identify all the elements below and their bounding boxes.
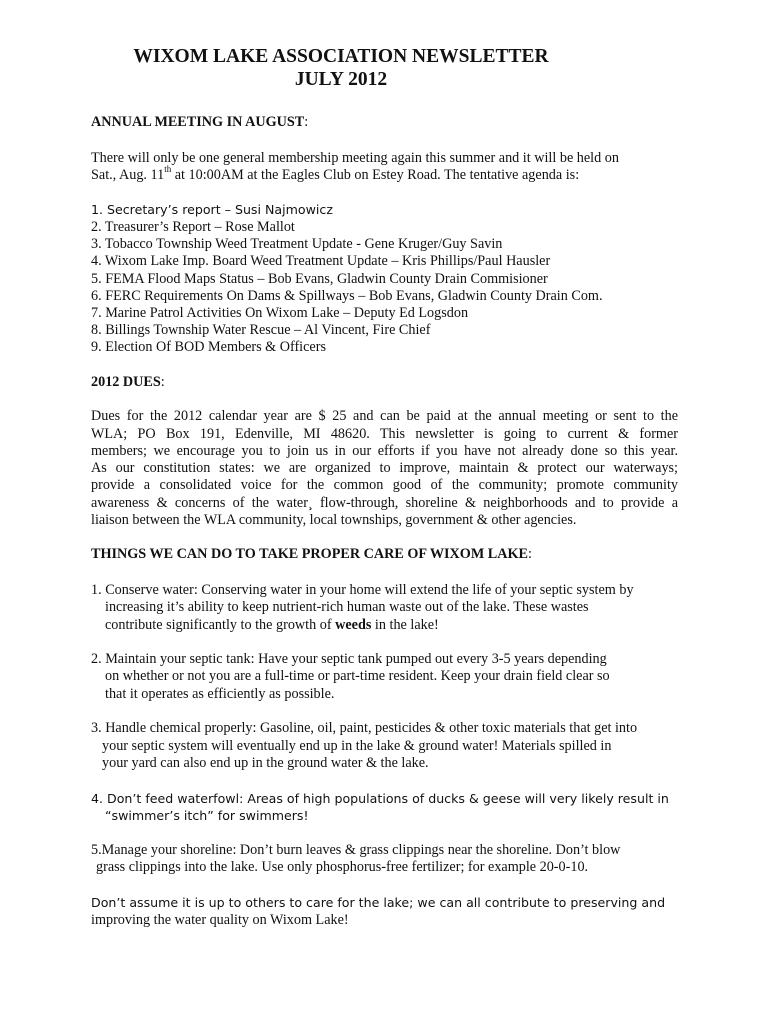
newsletter-title: WIXOM LAKE ASSOCIATION NEWSLETTER [133, 46, 549, 67]
care-item-5-line: 5.Manage your shoreline: Don’t burn leaves & grass clippings near the shoreline. Don’t blow [91, 842, 621, 858]
care-item-1-line: increasing it’s ability to keep nutrient-rich human waste out of the lake. These wastes [105, 599, 589, 615]
ordinal-suffix: th [164, 164, 172, 175]
dues-line: liaison between the WLA community, local townships, government & other agencies. [91, 512, 577, 528]
agenda-item: 2. Treasurer’s Report – Rose Mallot [91, 219, 295, 235]
dues-heading-text: 2012 DUES [91, 374, 161, 390]
meeting-heading-colon: : [304, 114, 309, 130]
newsletter-date: JULY 2012 [294, 69, 388, 90]
meeting-intro-line: There will only be one general membership meeting again this summer and it will be held on [91, 150, 619, 166]
care-item-2-line: 2. Maintain your septic tank: Have your septic tank pumped out every 3-5 years depending [91, 651, 607, 667]
closing-line: Don’t assume it is up to others to care for the lake; we can all contribute to preserving and [91, 895, 666, 910]
agenda-item: 9. Election Of BOD Members & Officers [91, 339, 326, 355]
dues-line: WLA; PO Box 191, Edenville, MI 48620. This newsletter is going to current & former [91, 426, 678, 442]
care-item-1-line: 1. Conserve water: Conserving water in your home will extend the life of your septic system by [91, 582, 634, 598]
care-item-3-line: 3. Handle chemical properly: Gasoline, oil, paint, pesticides & other toxic materials that get into [91, 720, 638, 736]
dues-heading-colon: : [160, 374, 165, 390]
agenda-item: 4. Wixom Lake Imp. Board Weed Treatment Update – Kris Phillips/Paul Hausler [91, 253, 551, 269]
care-heading-colon: : [527, 546, 532, 562]
agenda-item: 6. FERC Requirements On Dams & Spillways – Bob Evans, Gladwin County Drain Com. [91, 288, 603, 304]
care-item-2-line: that it operates as efficiently as possible. [105, 686, 335, 702]
care-item-3-line: your septic system will eventually end up in the lake & ground water! Materials spilled in [102, 738, 612, 754]
meeting-date-text: Sat., Aug. 11 [91, 167, 165, 183]
agenda-item: 7. Marine Patrol Activities On Wixom Lake – Deputy Ed Logsdon [91, 305, 469, 321]
meeting-location-text: at 10:00AM at the Eagles Club on Estey Road. The tentative agenda is: [171, 167, 580, 183]
dues-heading [91, 374, 165, 392]
agenda-item: 3. Tobacco Township Weed Treatment Update - Gene Kruger/Guy Savin [91, 236, 503, 252]
care-item-4-line: “swimmer’s itch” for swimmers! [105, 808, 309, 823]
dues-line: provide a consolidated voice for the common good of the community; promote community [91, 477, 678, 493]
dues-line: As our constitution states: we are organized to improve, maintain & protect our waterways; [91, 460, 678, 476]
dues-line: awareness & concerns of the water¸ flow-through, shoreline & neighborhoods and to provide a [91, 495, 678, 511]
care-item-3-line: your yard can also end up in the ground water & the lake. [102, 755, 429, 771]
care-heading [91, 546, 532, 564]
meeting-intro-line [91, 164, 580, 185]
care-item-4-line: 4. Don’t feed waterfowl: Areas of high populations of ducks & geese will very likely result in [91, 791, 669, 806]
agenda-item: 1. Secretary’s report – Susi Najmowicz [91, 202, 333, 217]
agenda-item: 5. FEMA Flood Maps Status – Bob Evans, Gladwin County Drain Commisioner [91, 271, 548, 287]
care-item-1-text-end: in the lake! [371, 617, 439, 633]
dues-line: Dues for the 2012 calendar year are $ 25 and can be paid at the annual meeting or sent to the [91, 408, 678, 424]
closing-line: improving the water quality on Wixom Lake! [91, 912, 349, 928]
care-item-1-text: contribute significantly to the growth of [105, 617, 336, 633]
care-item-5-line: grass clippings into the lake. Use only phosphorus-free fertilizer; for example 20-0-10. [96, 859, 589, 875]
dues-line: members; we encourage you to join us in our efforts if you have not already done so this year. [91, 443, 678, 459]
care-heading-text: THINGS WE CAN DO TO TAKE PROPER CARE OF WIXOM LAKE [91, 546, 528, 562]
weeds-emphasis: weeds [335, 617, 372, 633]
care-item-2-line: on whether or not you are a full-time or part-time resident. Keep your drain field clear so [105, 668, 610, 684]
meeting-heading [91, 114, 308, 132]
agenda-item: 8. Billings Township Water Rescue – Al Vincent, Fire Chief [91, 322, 431, 338]
meeting-heading-text: ANNUAL MEETING IN AUGUST [91, 114, 305, 130]
care-item-1-line [105, 617, 439, 635]
